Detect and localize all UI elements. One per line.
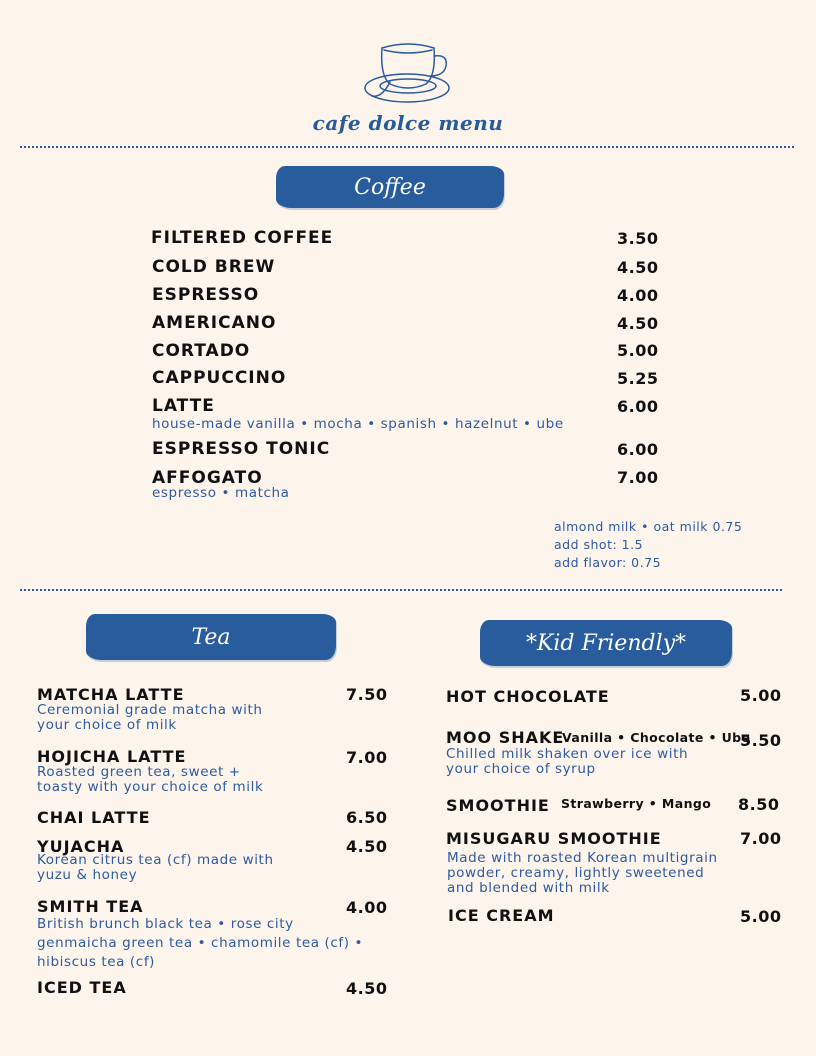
menu-item-price: 4.50 <box>617 314 659 333</box>
coffee-cup-icon <box>360 36 456 108</box>
kids-heading-label: *Kid Friendly* <box>525 630 687 656</box>
brand-title: cafe dolce menu <box>312 111 504 135</box>
menu-item-description: house-made vanilla • mocha • spanish • hazelnut • ube <box>152 416 564 432</box>
addon-line: almond milk • oat milk 0.75 <box>554 519 743 534</box>
menu-item-price: 7.50 <box>346 685 388 704</box>
addon-line: add shot: 1.5 <box>554 537 644 552</box>
coffee-addons <box>554 518 742 572</box>
tea-heading-label: Tea <box>191 624 231 650</box>
menu-item-price: 5.00 <box>740 686 782 705</box>
menu-item-description: Ceremonial grade matcha with your choice of milk <box>37 702 263 733</box>
tea-heading <box>86 614 336 660</box>
menu-item-options: Strawberry • Mango <box>561 796 712 811</box>
menu-item-name: ICED TEA <box>37 978 127 997</box>
coffee-heading <box>276 166 504 208</box>
menu-item-name: HOT CHOCOLATE <box>446 687 610 706</box>
menu-item-options: Vanilla • Chocolate • Ube <box>562 730 751 745</box>
menu-item-price: 5.00 <box>617 341 659 360</box>
menu-item-name: SMOOTHIE <box>446 796 550 815</box>
menu-item-name: ESPRESSO TONIC <box>152 439 331 459</box>
menu-item-price: 4.00 <box>346 898 388 917</box>
menu-item-price: 5.25 <box>617 369 659 388</box>
menu-item-description: Roasted green tea, sweet + toasty with your choice of milk <box>37 764 264 795</box>
menu-item-description: Korean citrus tea (cf) made with yuzu & honey <box>37 852 274 883</box>
menu-item-name: CHAI LATTE <box>37 808 151 827</box>
menu-item-name: COLD BREW <box>152 257 276 277</box>
menu-item-price: 4.50 <box>346 979 388 998</box>
menu-item-name: CORTADO <box>152 341 251 361</box>
coffee-heading-label: Coffee <box>354 174 426 200</box>
menu-item-description: Chilled milk shaken over ice with your choice of syrup <box>446 746 689 777</box>
menu-item-price: 5.50 <box>740 731 782 750</box>
menu-item-description: Made with roasted Korean multigrain powder, creamy, lightly sweetened and blended with milk <box>447 850 718 896</box>
menu-item-price: 4.50 <box>346 837 388 856</box>
menu-item-price: 6.50 <box>346 808 388 827</box>
menu-item-name: AMERICANO <box>152 313 277 333</box>
menu-item-name: HOJICHA LATTE <box>37 747 187 766</box>
menu-item-price: 7.00 <box>346 748 388 767</box>
divider-top <box>20 146 794 148</box>
menu-item-price: 3.50 <box>617 229 659 248</box>
menu-item-price: 7.00 <box>740 829 782 848</box>
menu-item-name: CAPPUCCINO <box>152 368 287 388</box>
menu-item-name: SMITH TEA <box>37 897 144 916</box>
menu-item-name: MISUGARU SMOOTHIE <box>446 829 662 848</box>
menu-item-name: ESPRESSO <box>152 285 260 305</box>
menu-item-name: LATTE <box>152 396 215 416</box>
menu-item-price: 4.50 <box>617 258 659 277</box>
menu-item-price: 6.00 <box>617 440 659 459</box>
menu-item-price: 4.00 <box>617 286 659 305</box>
menu-item-description: British brunch black tea • rose city genmaicha green tea • chamomile tea (cf) • hibiscus tea (cf) <box>37 916 364 970</box>
menu-item-name: ICE CREAM <box>448 906 555 925</box>
divider-middle <box>20 589 782 591</box>
menu-item-price: 7.00 <box>617 468 659 487</box>
menu-item-name: MATCHA LATTE <box>37 685 185 704</box>
menu-item-price: 5.00 <box>740 907 782 926</box>
menu-item-name: MOO SHAKE <box>446 728 565 747</box>
menu-item-name: FILTERED COFFEE <box>151 228 334 248</box>
menu-item-price: 8.50 <box>738 795 780 814</box>
menu-item-name: YUJACHA <box>37 837 125 856</box>
menu-item-name: AFFOGATO <box>152 468 263 488</box>
addon-line: add flavor: 0.75 <box>554 555 662 570</box>
menu-item-price: 6.00 <box>617 397 659 416</box>
kids-heading <box>480 620 732 666</box>
menu-item-description: espresso • matcha <box>152 485 290 501</box>
